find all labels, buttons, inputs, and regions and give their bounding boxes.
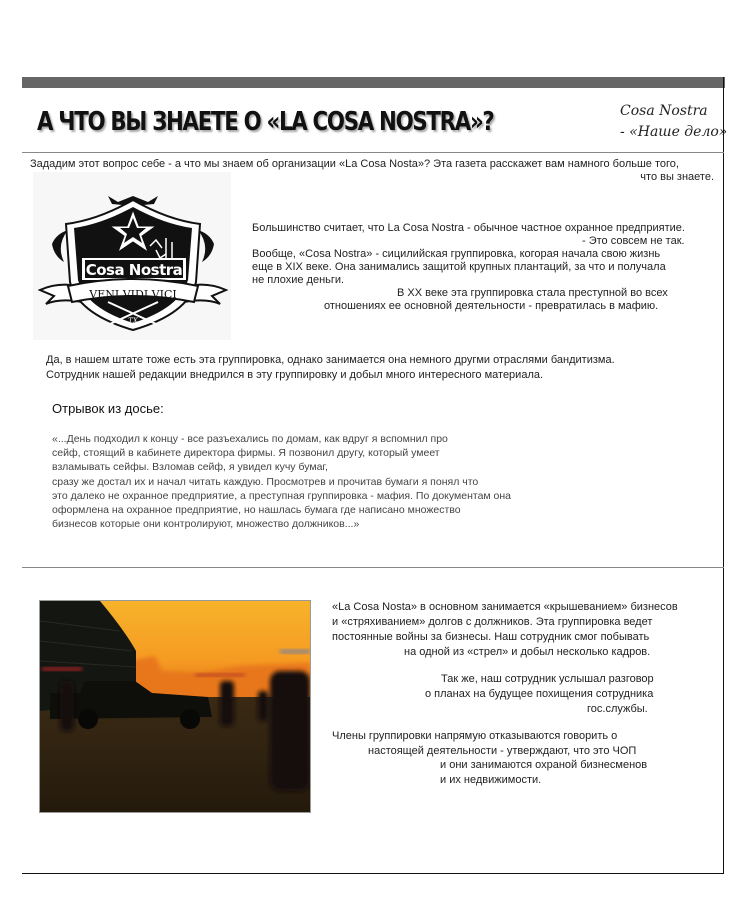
paragraph-line: Большинство считает, что La Cosa Nostra - обычное частное охранное предприятие. — [252, 222, 685, 234]
crest-monogram: TX — [128, 317, 138, 325]
page-bottom-border — [22, 873, 724, 874]
paragraph-line: настоящей деятельности - утверждают, что это ЧОП — [368, 744, 637, 757]
quote-line: оформлена на охранное предприятие, но нашлась бумага где написано множество — [52, 504, 461, 517]
paragraph-line: - Это совсем не так. — [582, 235, 685, 247]
paragraph-line: Да, в нашем штате тоже есть эта группировка, однако занимается она немного другми отраслями бандитизма. — [46, 354, 615, 366]
tagline-line-2: - «Наше дело» — [620, 124, 728, 140]
paragraph-line: Сотрудник нашей редакции внедрился в эту группировку и добыл много интересного материала. — [46, 369, 544, 381]
dossier-heading: Отрывок из досье: — [52, 401, 164, 416]
paragraph-line: о планах на будущее похищения сотрудника — [425, 688, 654, 700]
crest-motto: VENI VIDI VICI — [89, 288, 177, 301]
dossier-quote — [52, 432, 511, 531]
article-paragraph-2 — [46, 353, 615, 383]
section-divider — [22, 567, 724, 568]
paragraph-line: «La Cosa Nosta» в основном занимается «крышеванием» бизнесов — [332, 601, 678, 613]
game-screenshot-photo-icon — [39, 600, 311, 813]
paragraph-line: В XX веке эта группировка стала преступной во всех — [397, 287, 668, 299]
article-paragraph-3 — [332, 600, 682, 660]
cosa-nostra-crest-icon — [38, 190, 228, 332]
paragraph-line: Так же, наш сотрудник услышал разговор — [441, 673, 654, 685]
quote-line: взламывать сейфы. Взломав сейф, я увидел кучу бумаг, — [52, 461, 328, 474]
page-right-border — [723, 77, 724, 874]
paragraph-line: на одной из «стрел» и добыл несколько кадров. — [404, 646, 651, 658]
paragraph-line: гос.службы. — [587, 703, 648, 715]
paragraph-line: не плохие деньги. — [252, 274, 345, 286]
paragraph-line: Вообще, «Cosa Nostra» - сицилийская группировка, когорая начала свою жизнь — [252, 248, 661, 260]
paragraph-line: отношениях ее основной деятельности - превратилась в мафию. — [324, 300, 659, 312]
paragraph-line: еще в XIX веке. Она занимались защитой крупных плантаций, за что и получала — [252, 261, 666, 273]
quote-line: сразу же достал их и начал читать каждую. Просмотрев и прочитав бумаги я понял что — [52, 475, 479, 488]
paragraph-line: и их недвижимости. — [440, 773, 542, 786]
paragraph-line: и они занимаются охраной бизнесменов — [440, 759, 648, 771]
tagline-line-1: Cosa Nostra — [620, 103, 708, 119]
paragraph-line: постоянные войны за бизнесы. Наш сотрудник смог побывать — [332, 631, 650, 643]
tagline — [620, 101, 727, 143]
header-divider — [22, 152, 724, 153]
article-paragraph-5 — [332, 729, 682, 787]
article-paragraph-1 — [252, 222, 685, 313]
quote-line: это далеко не охранное предприятие, а преступная группировка - мафия. По документам она — [52, 489, 512, 502]
quote-line: «...День подходил к концу - все разъехались по домам, как вдруг я вспомнил про — [52, 433, 448, 445]
quote-line: бизнесов которые они контролируют, множество должников...» — [52, 518, 360, 531]
crest-brand-text: Cosa Nostra — [85, 261, 183, 279]
paragraph-line: Члены группировки напрямую отказываются говорить о — [332, 730, 618, 742]
intro-line-2: что вы знаете. — [640, 171, 714, 183]
header-band — [22, 77, 725, 88]
intro-line-1: Зададим этот вопрос себе - а что мы знаем об организации «La Cosa Nosta»? Эта газета расскажет вам намного больше того, — [30, 158, 679, 170]
quote-line: сейф, стоящий в кабинете директора фирмы. Я позвонил другу, который умеет — [52, 447, 440, 460]
page-title: А ЧТО ВЫ ЗНАЕТЕ О «LA COSA NOSTRA»? — [37, 107, 494, 137]
paragraph-line: и «стряхиванием» долгов с должников. Эта группировка ведет — [332, 616, 653, 628]
article-paragraph-4 — [332, 672, 682, 717]
